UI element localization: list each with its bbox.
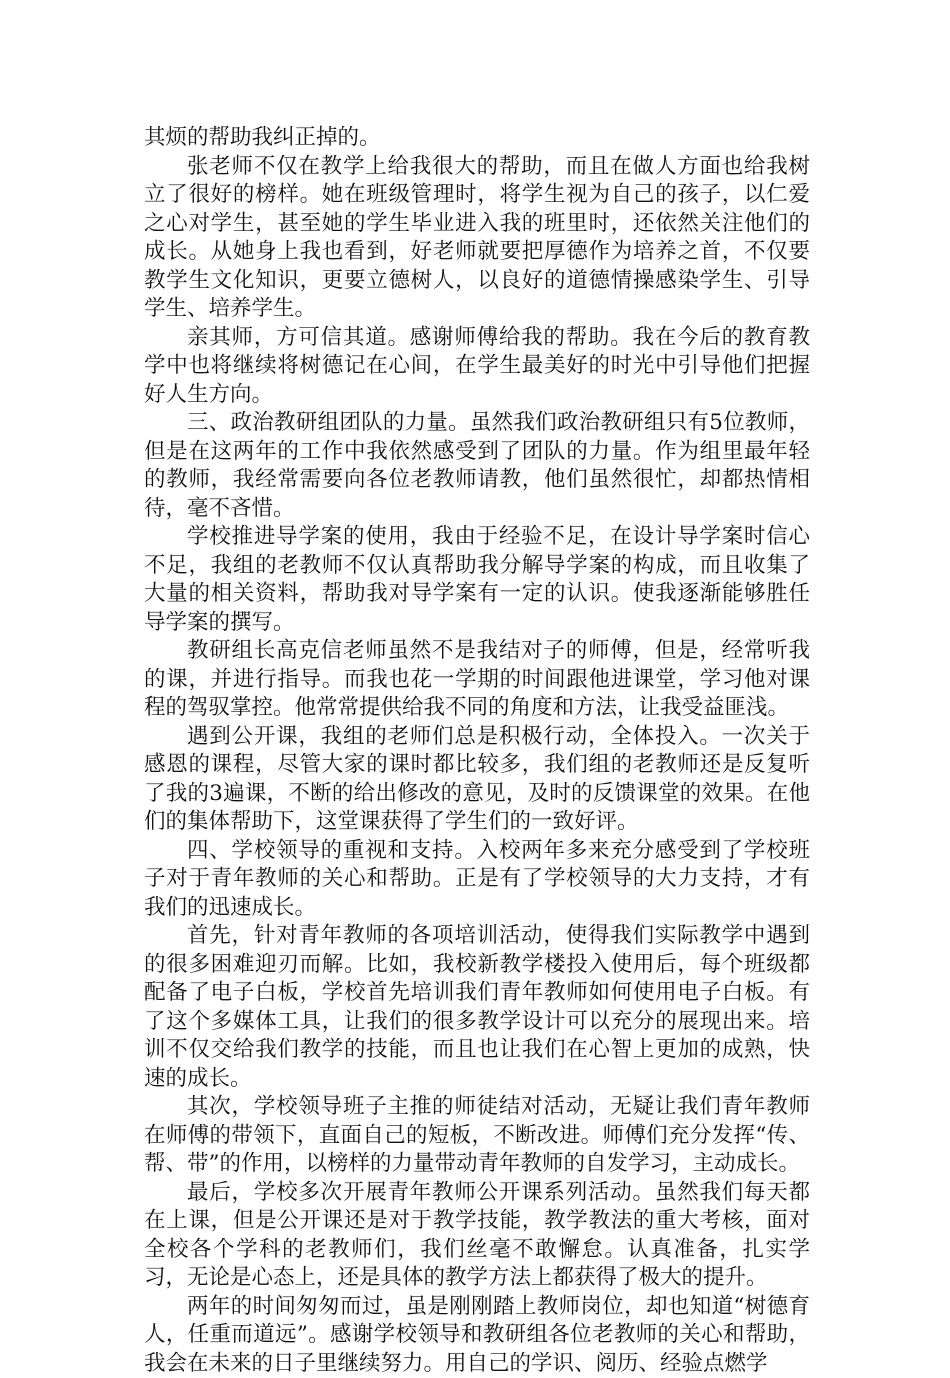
paragraph: 亲其师，方可信其道。感谢师傅给我的帮助。我在今后的教育教学中也将继续将树德记在心间，在学生最美好的时光中引导他们把握好人生方向。 [144, 324, 810, 410]
paragraph: 张老师不仅在教学上给我很大的帮助，而且在做人方面也给我树立了很好的榜样。她在班级管理时，将学生视为自己的孩子，以仁爱之心对学生，甚至她的学生毕业进入我的班里时，还依然关注他们的成长。从她身上我也看到，好老师就要把厚德作为培养之首，不仅要教学生文化知识，更要立德树人，以良好的道德情操感染学生、引导学生、培养学生。 [144, 153, 810, 324]
paragraph-section-four: 四、学校领导的重视和支持。入校两年多来充分感受到了学校班子对于青年教师的关心和帮助。正是有了学校领导的大力支持，才有我们的迅速成长。 [144, 837, 810, 923]
paragraph: 两年的时间匆匆而过，虽是刚刚踏上教师岗位，却也知道“树德育人，任重而道远”。感谢学校领导和教研组各位老教师的关心和帮助，我会在未来的日子里继续努力。用自己的学识、阅历、经验点燃学 [144, 1293, 810, 1378]
paragraph: 最后，学校多次开展青年教师公开课系列活动。虽然我们每天都在上课，但是公开课还是对于教学技能，教学教法的重大考核，面对全校各个学科的老教师们，我们丝毫不敢懈怠。认真准备，扎实学习，无论是心态上，还是具体的教学方法上都获得了极大的提升。 [144, 1179, 810, 1293]
paragraph: 学校推进导学案的使用，我由于经验不足，在设计导学案时信心不足，我组的老教师不仅认真帮助我分解导学案的构成，而且收集了大量的相关资料，帮助我对导学案有一定的认识。使我逐渐能够胜任导学案的撰写。 [144, 523, 810, 637]
paragraph: 教研组长高克信老师虽然不是我结对子的师傅，但是，经常听我的课，并进行指导。而我也花一学期的时间跟他进课堂，学习他对课程的驾驭掌控。他常常提供给我不同的角度和方法，让我受益匪浅。 [144, 637, 810, 723]
paragraph: 首先，针对青年教师的各项培训活动，使得我们实际教学中遇到的很多困难迎刃而解。比如，我校新教学楼投入使用后，每个班级都配备了电子白板，学校首先培训我们青年教师如何使用电子白板。有了这个多媒体工具，让我们的很多教学设计可以充分的展现出来。培训不仅交给我们教学的技能，而且也让我们在心智上更加的成熟，快速的成长。 [144, 922, 810, 1093]
paragraph: 遇到公开课，我组的老师们总是积极行动，全体投入。一次关于感恩的课程，尽管大家的课时都比较多，我们组的老教师还是反复听了我的3遍课，不断的给出修改的意见，及时的反馈课堂的效果。在他们的集体帮助下，这堂课获得了学生们的一致好评。 [144, 723, 810, 837]
paragraph-continuation: 其烦的帮助我纠正掉的。 [144, 124, 810, 153]
document-body [144, 124, 810, 1378]
paragraph: 其次，学校领导班子主推的师徒结对活动，无疑让我们青年教师在师傅的带领下，直面自己的短板，不断改进。师傅们充分发挥“传、帮、带”的作用，以榜样的力量带动青年教师的自发学习，主动成长。 [144, 1093, 810, 1179]
paragraph-section-three: 三、政治教研组团队的力量。虽然我们政治教研组只有5位教师，但是在这两年的工作中我依然感受到了团队的力量。作为组里最年轻的教师，我经常需要向各位老教师请教，他们虽然很忙，却都热情相待，毫不吝惜。 [144, 409, 810, 523]
